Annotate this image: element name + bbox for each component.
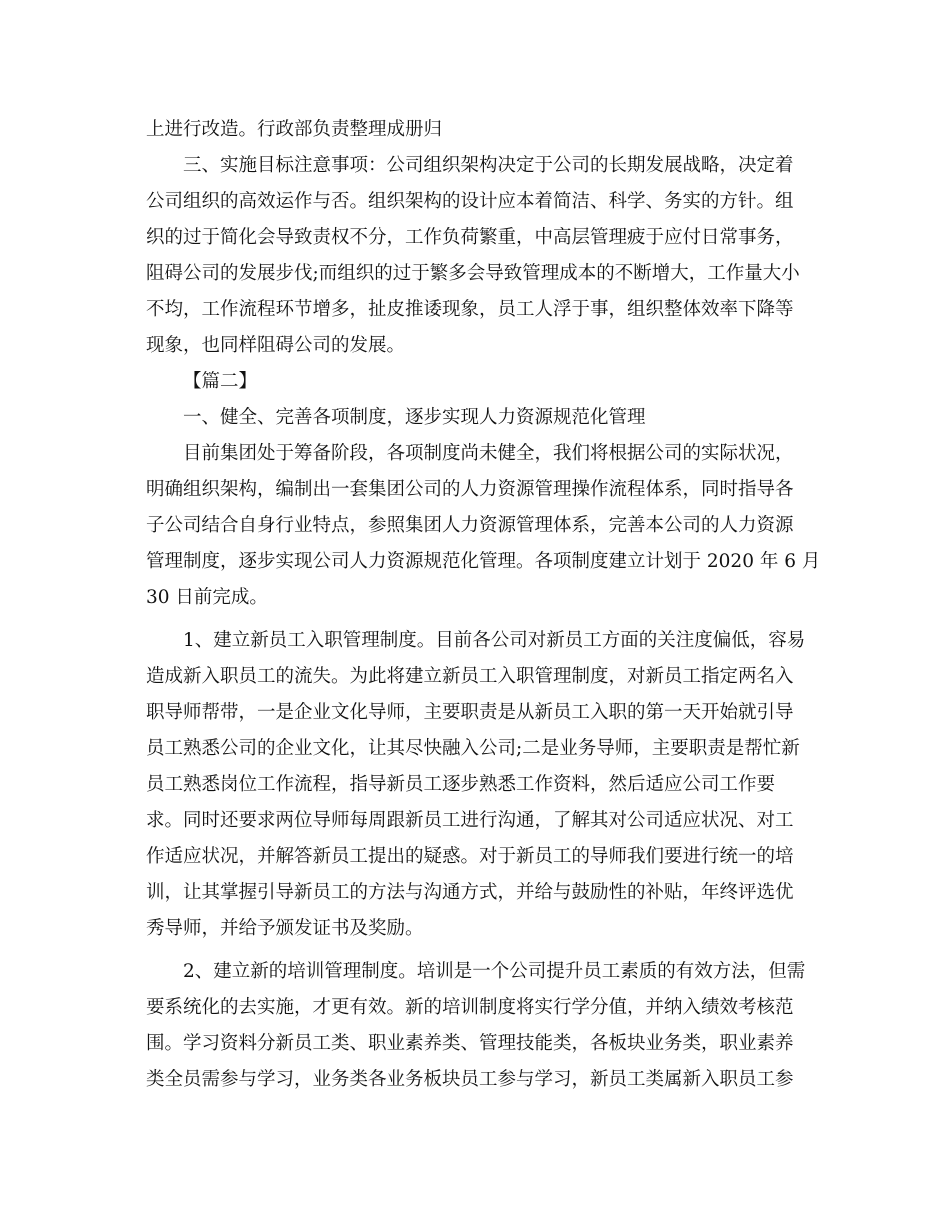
text-line: 员工熟悉公司的企业文化，让其尽快融入公司;二是业务导师，主要职责是帮忙新 — [146, 738, 800, 759]
paragraph-first-line: 2、建立新的培训管理制度。培训是一个公司提升员工素质的有效方法，但需 — [183, 961, 806, 982]
text-line: 类全员需参与学习，业务类各业务板块员工参与学习，新员工类属新入职员工参 — [146, 1069, 794, 1090]
text-line: 职导师帮带，一是企业文化导师，主要职责是从新员工入职的第一天开始就引导 — [146, 702, 794, 723]
text-line: 秀导师，并给予颁发证书及奖励。 — [146, 918, 424, 939]
text-line: 子公司结合自身行业特点，参照集团人力资源管理体系，完善本公司的人力资源 — [146, 515, 794, 536]
text-line: 阻碍公司的发展步伐;而组织的过于繁多会导致管理成本的不断增大，工作量大小 — [146, 263, 800, 284]
paragraph-first-line: 1、建立新员工入职管理制度。目前各公司对新员工方面的关注度偏低，容易 — [183, 630, 806, 651]
paragraph-first-line: 目前集团处于筹备阶段，各项制度尚未健全，我们将根据公司的实际状况， — [183, 443, 794, 464]
paragraph-first-line: 三、实施目标注意事项：公司组织架构决定于公司的长期发展战略，决定着 — [183, 155, 794, 176]
text-line: 织的过于简化会导致责权不分，工作负荷繁重，中高层管理疲于应付日常事务， — [146, 227, 794, 248]
text-line: 上进行改造。行政部负责整理成册归 — [146, 119, 443, 140]
text-line: 员工熟悉岗位工作流程，指导新员工逐步熟悉工作资料，然后适应公司工作要 — [146, 774, 776, 795]
text-line: 不均，工作流程环节增多，扯皮推诿现象，员工人浮于事，组织整体效率下降等 — [146, 299, 794, 320]
text-line: 作适应状况，并解答新员工提出的疑惑。对于新员工的导师我们要进行统一的培 — [146, 846, 794, 867]
text-line: 要系统化的去实施，才更有效。新的培训制度将实行学分值，并纳入绩效考核范 — [146, 997, 794, 1018]
text-line: 公司组织的高效运作与否。组织架构的设计应本着简洁、科学、务实的方针。组 — [146, 191, 794, 212]
text-line: 求。同时还要求两位导师每周跟新员工进行沟通，了解其对公司适应状况、对工 — [146, 810, 794, 831]
text-line: 管理制度，逐步实现公司人力资源规范化管理。各项制度建立计划于 2020 年 6 月 — [146, 551, 821, 572]
subsection-heading: 一、健全、完善各项制度，逐步实现人力资源规范化管理 — [183, 407, 646, 428]
text-line: 30 日前完成。 — [146, 587, 268, 608]
section-heading: 【篇二】 — [183, 371, 258, 392]
text-line: 围。学习资料分新员工类、职业素养类、管理技能类，各板块业务类，职业素养 — [146, 1033, 794, 1054]
text-line: 现象，也同样阻碍公司的发展。 — [146, 335, 406, 356]
text-line: 明确组织架构，编制出一套集团公司的人力资源管理操作流程体系，同时指导各 — [146, 479, 794, 500]
text-line: 训，让其掌握引导新员工的方法与沟通方式，并给与鼓励性的补贴，年终评选优 — [146, 882, 794, 903]
text-line: 造成新入职员工的流失。为此将建立新员工入职管理制度，对新员工指定两名入 — [146, 666, 794, 687]
